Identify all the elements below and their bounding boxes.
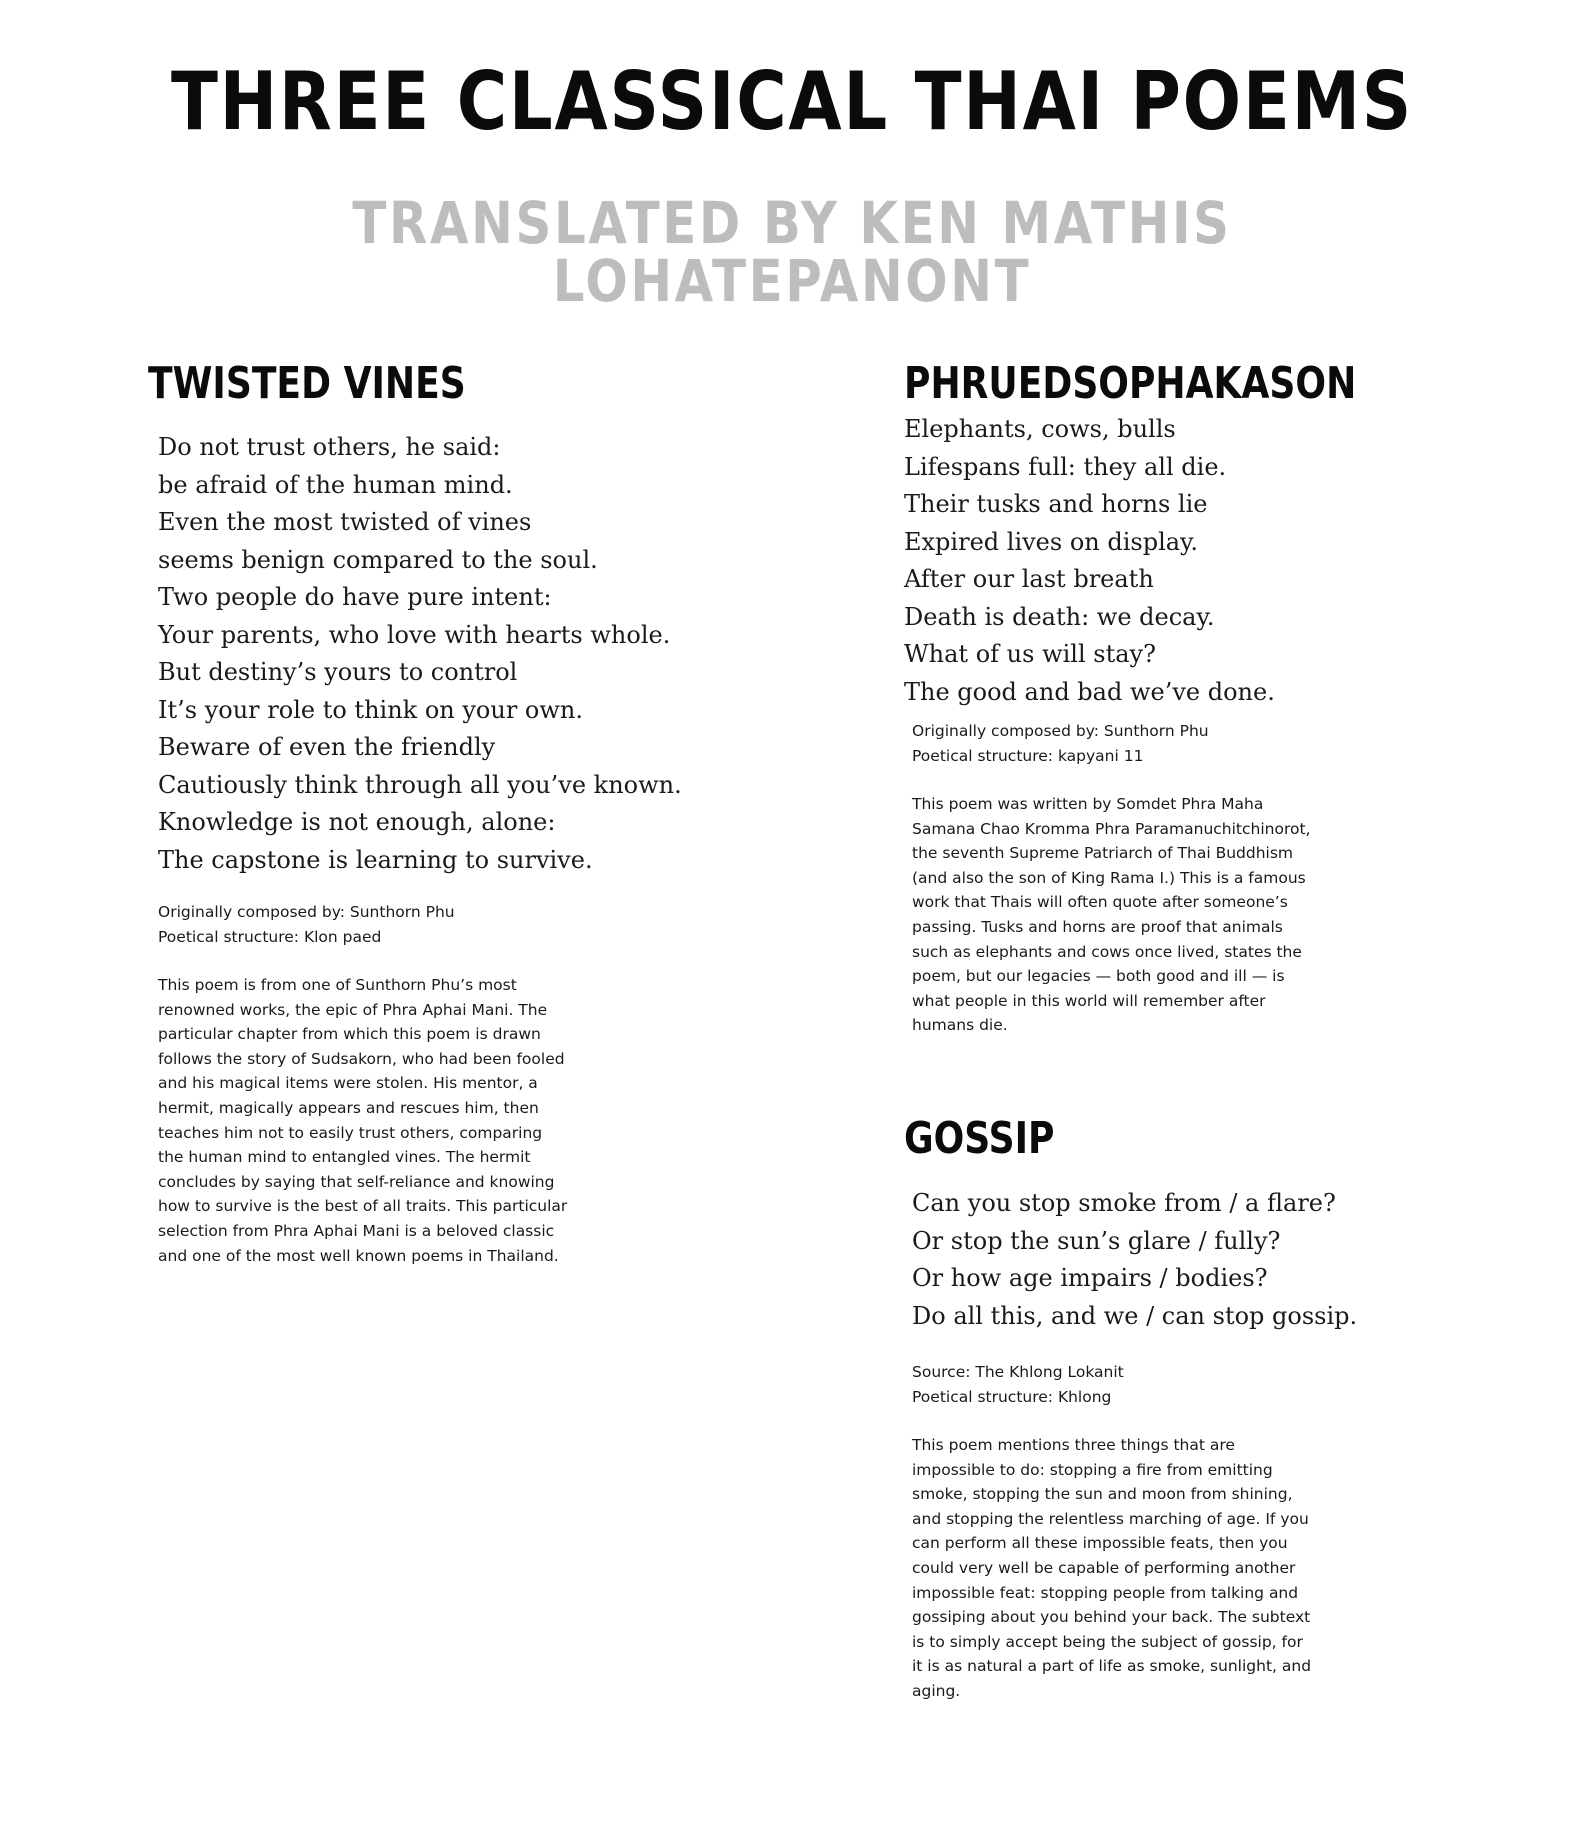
meta-source: Originally composed by: Sunthorn Phu <box>158 903 455 921</box>
verse-line: Or stop the sun’s glare / fully? <box>912 1226 1281 1255</box>
verse-line: seems benign compared to the soul. <box>158 545 598 574</box>
page-title: THREE CLASSICAL THAI POEMS <box>170 55 1414 148</box>
meta-structure: Poetical structure: Klon paed <box>158 927 382 946</box>
poem-meta-phruedsophakason <box>912 719 1209 768</box>
verse-line: Do not trust others, he said: <box>158 433 501 461</box>
meta-source: Originally composed by: Sunthorn Phu <box>912 722 1209 740</box>
verse-line: Their tusks and horns lie <box>904 490 1208 518</box>
verse-line: Can you stop smoke from / a flare? <box>912 1189 1336 1217</box>
poem-meta-twisted-vines <box>158 900 455 949</box>
poem-meta-gossip <box>912 1360 1124 1409</box>
poem-title-twisted-vines: TWISTED VINES <box>148 358 466 409</box>
verse-line: The good and bad we’ve done. <box>904 677 1275 706</box>
poem-note-gossip: This poem mentions three things that are impossible to do: stopping a fire from emitting smoke, stopping the sun and moon from shining, and stopping the relentless marching of age. If you can perform all these impossible feats, then you could very well be capable of performing another impossible feat: stopping people from talking and gossiping about you behind your back. The subtext is to simply accept being the subject of gossip, for it is as natural a part of life as smoke, sunlight, and aging. <box>912 1436 1312 1700</box>
verse-line: Or how age impairs / bodies? <box>912 1264 1268 1292</box>
poem-verse-twisted-vines <box>158 429 682 879</box>
verse-line: Lifespans full: they all die. <box>904 452 1227 481</box>
poem-verse-phruedsophakason <box>904 411 1275 711</box>
page-subtitle: TRANSLATED BY KEN MATHIS LOHATEPANONT <box>352 189 1232 315</box>
verse-line: Expired lives on display. <box>904 527 1199 556</box>
poem-verse-gossip <box>912 1185 1357 1335</box>
verse-line: Two people do have pure intent: <box>158 583 552 611</box>
verse-line: be afraid of the human mind. <box>158 470 513 499</box>
verse-line: But destiny’s yours to control <box>158 658 518 686</box>
poem-note-twisted-vines: This poem is from one of Sunthorn Phu’s most renowned works, the epic of Phra Aphai Mani. The particular chapter from which this poem is drawn follows the story of Sudsakorn, who had been fooled and his magical items were stolen. His mentor, a hermit, magically appears and rescues him, then teaches him not to easily trust others, comparing the human mind to entangled vines. The hermit concludes by saying that self-reliance and knowing how to survive is the best of all traits. This particular selection from Phra Aphai Mani is a beloved classic and one of the most well known poems in Thailand. <box>158 976 568 1265</box>
poem-title-phruedsophakason: PHRUEDSOPHAKASON <box>904 358 1357 409</box>
meta-structure: Poetical structure: kapyani 11 <box>912 746 1144 765</box>
poem-title-gossip: GOSSIP <box>904 1113 1055 1164</box>
meta-structure: Poetical structure: Khlong <box>912 1387 1112 1406</box>
verse-line: Elephants, cows, bulls <box>904 415 1176 443</box>
verse-line: Death is death: we decay. <box>904 602 1215 631</box>
verse-line: Cautiously think through all you’ve known. <box>158 770 682 799</box>
verse-line: Your parents, who love with hearts whole. <box>158 620 671 649</box>
verse-line: It’s your role to think on your own. <box>158 695 584 724</box>
verse-line: The capstone is learning to survive. <box>158 845 593 874</box>
verse-line: Beware of even the friendly <box>158 733 496 761</box>
verse-line: After our last breath <box>904 565 1154 593</box>
verse-line: What of us will stay? <box>904 640 1156 668</box>
meta-source: Source: The Khlong Lokanit <box>912 1363 1124 1381</box>
verse-line: Do all this, and we / can stop gossip. <box>912 1301 1358 1330</box>
poem-note-phruedsophakason: This poem was written by Somdet Phra Maha Samana Chao Kromma Phra Paramanuchitchinorot, the seventh Supreme Patriarch of Thai Buddhism (and also the son of King Rama I.) This is a famous work that Thais will often quote after someone’s passing. Tusks and horns are proof that animals such as elephants and cows once lived, states the poem, but our legacies — both good and ill — is what people in this world will remember after humans die. <box>912 795 1311 1035</box>
verse-line: Even the most twisted of vines <box>158 508 532 536</box>
verse-line: Knowledge is not enough, alone: <box>158 808 556 836</box>
